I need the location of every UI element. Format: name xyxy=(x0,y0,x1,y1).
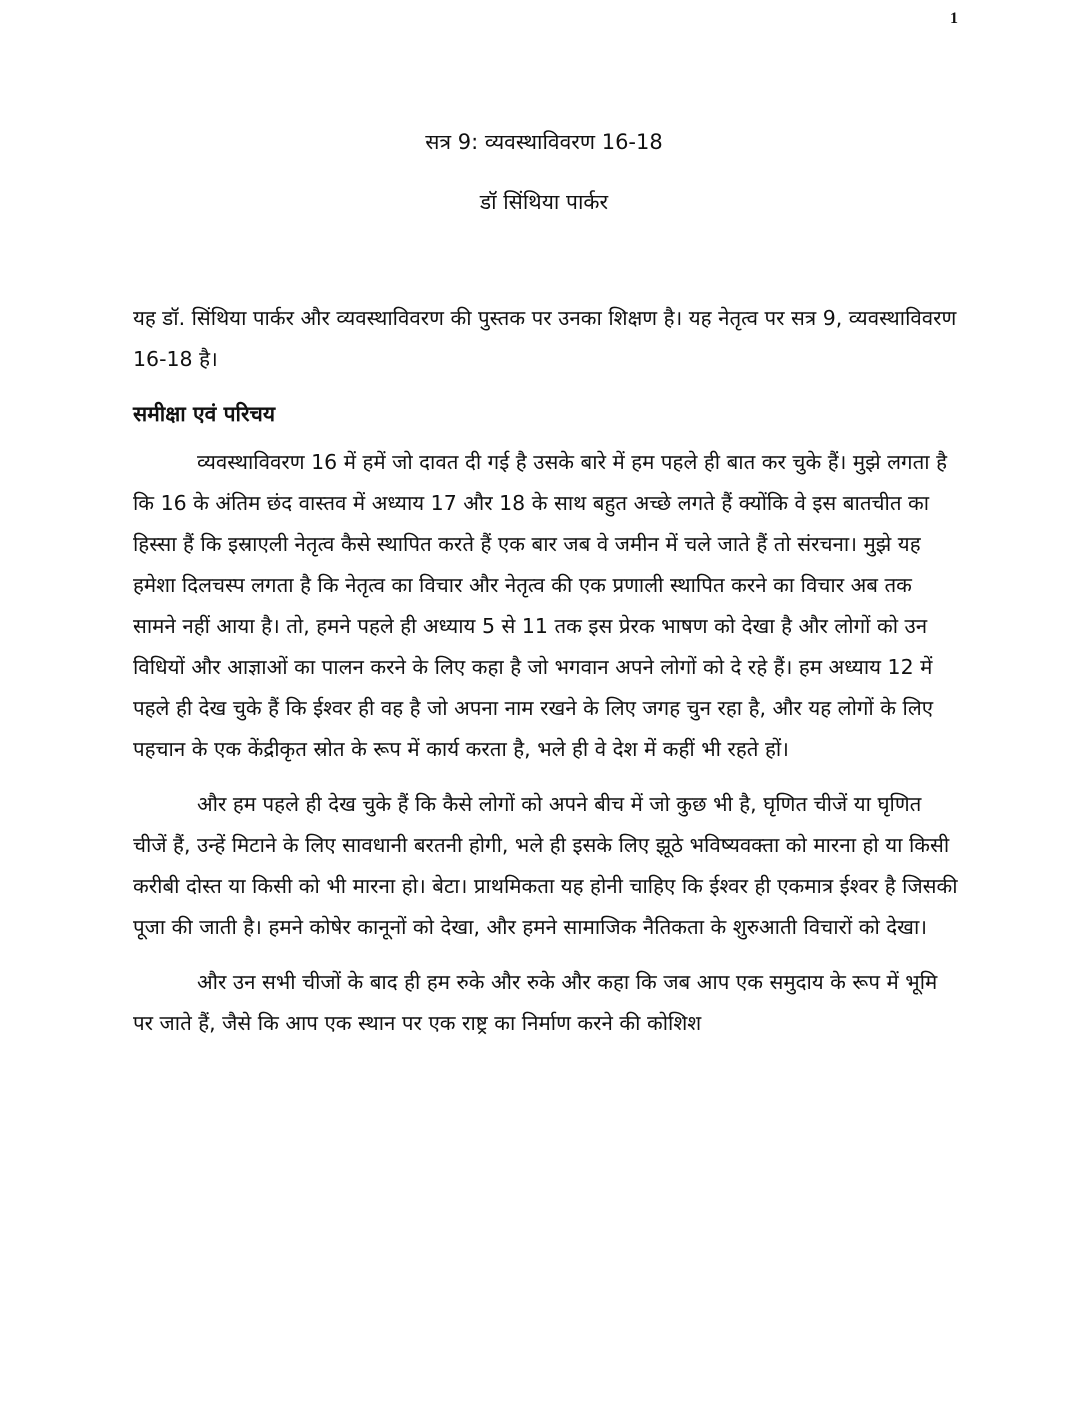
document-body xyxy=(133,298,959,1058)
page-number: 1 xyxy=(950,10,958,27)
body-paragraph-1: व्यवस्थाविवरण 16 में हमें जो दावत दी गई है उसके बारे में हम पहले ही बात कर चुके हैं। मुझे लगता है कि 16 के अंतिम छंद वास्तव में अध्याय 17 और 18 के साथ बहुत अच्छे लगते हैं क्योंकि वे इस बातचीत का हिस्सा हैं कि इस्राएली नेतृत्व कैसे स्थापित करते हैं एक बार जब वे जमीन में चले जाते हैं तो संरचना। मुझे यह हमेशा दिलचस्प लगता है कि नेतृत्व का विचार और नेतृत्व की एक प्रणाली स्थापित करने का विचार अब तक सामने नहीं आया है। तो, हमने पहले ही अध्याय 5 से 11 तक इस प्रेरक भाषण को देखा है और लोगों को उन विधियों और आज्ञाओं का पालन करने के लिए कहा है जो भगवान अपने लोगों को दे रहे हैं। हम अध्याय 12 में पहले ही देख चुके हैं कि ईश्वर ही वह है जो अपना नाम रखने के लिए जगह चुन रहा है, और यह लोगों के लिए पहचान के एक केंद्रीकृत स्रोत के रूप में कार्य करता है, भले ही वे देश में कहीं भी रहते हों। xyxy=(133,450,947,761)
document-title: सत्र 9: व्यवस्थाविवरण 16-18 xyxy=(425,130,663,154)
body-paragraph-3: और उन सभी चीजों के बाद ही हम रुके और रुके और कहा कि जब आप एक समुदाय के रूप में भूमि पर जाते हैं, जैसे कि आप एक स्थान पर एक राष्ट्र का निर्माण करने की कोशिश xyxy=(133,970,938,1035)
body-paragraph-2: और हम पहले ही देख चुके हैं कि कैसे लोगों को अपने बीच में जो कुछ भी है, घृणित चीजें या घृणित चीजें हैं, उन्हें मिटाने के लिए सावधानी बरतनी होगी, भले ही इसके लिए झूठे भविष्यवक्ता को मारना हो या किसी करीबी दोस्त या किसी को भी मारना हो। बेटा। प्राथमिकता यह होनी चाहिए कि ईश्वर ही एकमात्र ईश्वर है जिसकी पूजा की जाती है। हमने कोषेर कानूनों को देखा, और हमने सामाजिक नैतिकता के शुरुआती विचारों को देखा। xyxy=(133,792,958,939)
document-author: डॉ सिंथिया पार्कर xyxy=(479,190,609,214)
intro-paragraph: यह डॉ. सिंथिया पार्कर और व्यवस्थाविवरण की पुस्तक पर उनका शिक्षण है। यह नेतृत्व पर सत्र 9, व्यवस्थाविवरण 16-18 है। xyxy=(133,306,957,371)
section-heading: समीक्षा एवं परिचय xyxy=(133,402,276,426)
